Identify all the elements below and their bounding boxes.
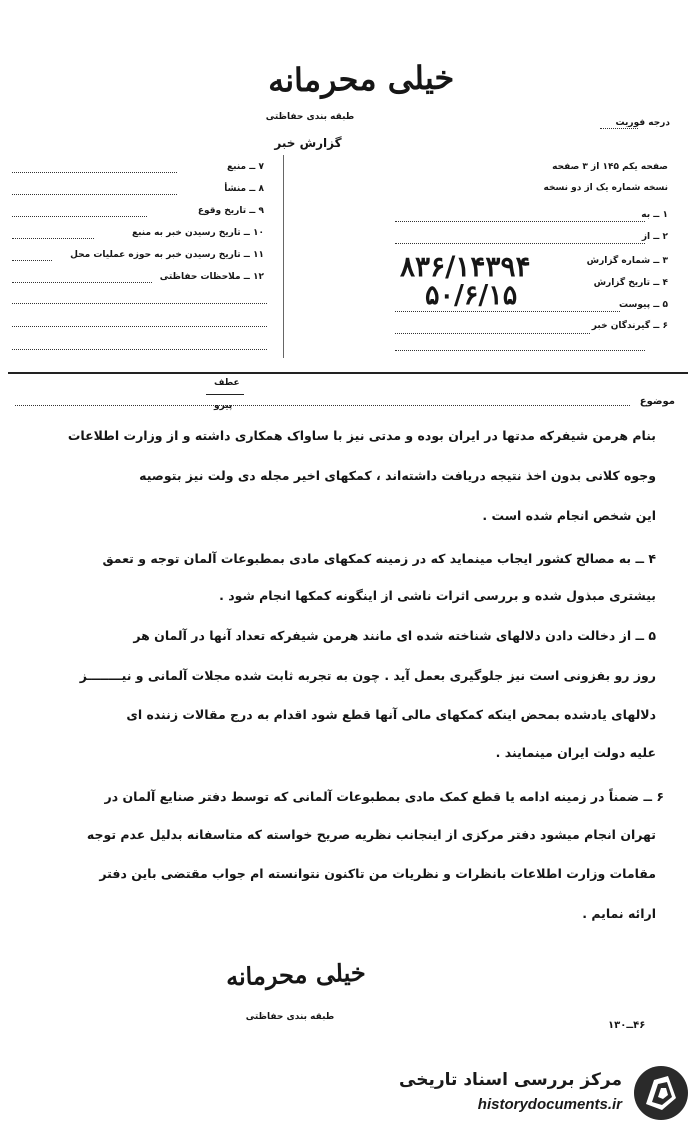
priority-label: درجه فوریت — [615, 118, 670, 128]
body-line: ۵ ــ از دخالت دادن دلالهای شناخته شده ای مانند هرمن شیفرکه تعداد آنها در آلمان هر — [133, 628, 656, 643]
field-from-line — [395, 243, 645, 244]
stamp-text: خیلی محرمانه — [225, 957, 367, 992]
reference-mark-top: عطف — [214, 378, 240, 388]
left-extra-line — [12, 349, 267, 350]
body-line: تهران انجام میشود دفتر مرکزی از اینجانب نظریه صریح خواسته که متاسفانه بدلیل عدم توجه — [86, 827, 656, 842]
field-to: ۱ ــ به — [641, 210, 668, 220]
body-line: بیشتری مبذول شده و بررسی اثرات ناشی از اینگونه کمکها انجام شود . — [219, 588, 656, 603]
classification-stamp-top — [236, 60, 486, 98]
left-extra-line — [12, 326, 267, 327]
watermark-logo-graphic — [632, 1064, 690, 1122]
page-count-line: صفحه یکم ۱۴۵ از ۳ صفحه — [552, 162, 668, 172]
left-extra-line — [12, 303, 267, 304]
left-fields — [12, 160, 270, 292]
body-line: وجوه کلانی بدون اخذ نتیجه دریافت داشته‌اند ، کمکهای اخیر مجله دی ولت نیز بتوصیه — [139, 468, 656, 483]
left-field: ۱۱ ــ تاریخ رسیدن خبر به حوزه عملیات محل — [12, 248, 270, 270]
handwritten-report-date: ۵۰/۶/۱۵ — [425, 280, 518, 311]
vertical-divider — [283, 155, 284, 358]
form-title: گزارش خبر — [274, 136, 342, 150]
field-from: ۲ ــ از — [641, 232, 668, 242]
field-recipients-line — [395, 333, 590, 334]
reference-mark-rule — [206, 394, 244, 395]
field-attachment-line — [395, 311, 620, 312]
classification-stamp-bottom — [206, 957, 386, 992]
left-field: ۸ ــ منشأ — [12, 182, 270, 204]
left-field: ۷ ــ منبع — [12, 160, 270, 182]
field-to-line — [395, 221, 645, 222]
body-line: علیه دولت ایران مینمایند . — [495, 745, 656, 760]
body-line: روز رو بفزونی است نیز جلوگیری بعمل آید . چون به تجربه ثابت شده مجلات آلمانی و نیــــــــز — [79, 668, 656, 683]
stamp-text: خیلی محرمانه — [267, 58, 455, 100]
copy-number-line: نسخه شماره یک از دو نسخه — [543, 183, 668, 193]
watermark-logo-icon — [632, 1064, 690, 1122]
body-line: مقامات وزارت اطلاعات بانظرات و نظریات من تاکنون نتوانسته ام جواب مقتضی باین دفتر — [99, 866, 656, 881]
watermark-url: historydocuments.ir — [477, 1096, 622, 1113]
subject-line — [15, 405, 630, 406]
body-line: این شخص انجام شده است . — [482, 508, 656, 523]
classification-label-bottom: طبقه بندی حفاظتی — [245, 1012, 335, 1022]
left-field: ۱۰ ــ تاریخ رسیدن خبر به منبع — [12, 226, 270, 248]
left-field: ۹ ــ تاریخ وقوع — [12, 204, 270, 226]
body-line: دلالهای یادشده بمحض اینکه کمکهای مالی آنها قطع شود اقدام به درج مقالات زننده ای — [126, 707, 656, 722]
body-line: ۴ ــ به مصالح کشور ایجاب مینماید که در زمینه کمکهای مادی بمطبوعات آلمان توجه و تعمق — [102, 551, 656, 566]
field-extra-line — [395, 350, 645, 351]
left-field: ۱۲ ــ ملاحظات حفاظتی — [12, 270, 270, 292]
body-line: بنام هرمن شیفرکه مدتها در ایران بوده و مدتی نیز با ساواک همکاری داشته و از وزارت اطلاعات — [67, 428, 656, 443]
field-attachment: ۵ ــ پیوست — [619, 300, 668, 310]
reference-mark-bottom: پیرو — [214, 401, 233, 411]
watermark-brand: مرکز بررسی اسناد تاریخی — [399, 1070, 622, 1090]
priority-dotted-line — [600, 128, 638, 129]
field-report-number: ۳ ــ شماره گزارش — [586, 256, 668, 266]
field-report-date: ۴ ــ تاریخ گزارش — [593, 278, 668, 288]
top-rule — [8, 372, 688, 374]
subject-label: موضوع — [639, 396, 675, 407]
field-recipients: ۶ ــ گیرندگان خبر — [591, 321, 668, 331]
classification-label-top: طبقه بندی حفاظتی — [265, 112, 355, 122]
handwritten-report-number: ۸۳۶/۱۴۳۹۴ — [400, 250, 531, 283]
body-line: ۶ ــ ضمناً در زمینه ادامه یا قطع کمک مادی بمطبوعات آلمانی که توسط دفتر صنایع آلمان در — [104, 789, 664, 804]
body-line: ارائه نمایم . — [582, 906, 656, 921]
form-code: ۴۶ــ۱۳۰ — [608, 1020, 646, 1031]
